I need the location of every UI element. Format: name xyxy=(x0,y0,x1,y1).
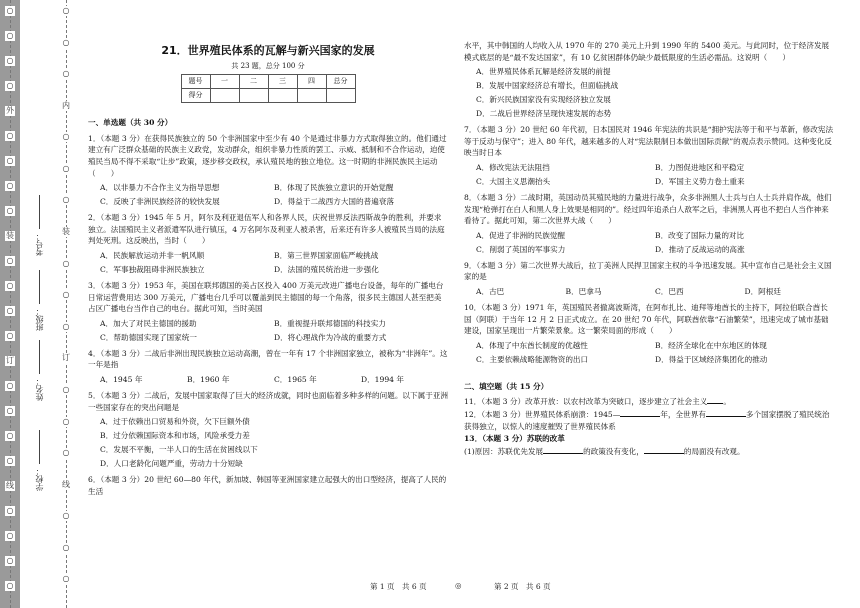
seal-char: 订 xyxy=(6,356,14,365)
option[interactable]: D．阿根廷 xyxy=(744,286,781,296)
left-page xyxy=(88,40,448,498)
seal-circle-mark: ○ xyxy=(6,31,14,40)
seal-circle-mark: ○ xyxy=(62,574,70,584)
score-cell: 三 xyxy=(268,75,297,89)
seal-char: 线 xyxy=(6,481,14,490)
option[interactable]: D．法国的殖民统治进一步强化 xyxy=(274,264,379,274)
page-number-left: 第 1 页 共 6 页 xyxy=(370,582,427,591)
option[interactable]: D．1994 年 xyxy=(361,374,405,384)
name-label: 姓名： xyxy=(35,377,44,401)
seal-char: 线 xyxy=(62,479,70,489)
page-title: 21．世界殖民体系的瓦解与新兴国家的发展 xyxy=(161,44,375,57)
seal-circle-mark: ○ xyxy=(62,6,70,15)
question-13-part-1 xyxy=(464,446,834,458)
question-9-options xyxy=(464,285,834,299)
page-number-right: 第 2 页 共 6 页 xyxy=(494,582,551,591)
option[interactable]: A．体现了中东酋长制度的优越性 xyxy=(476,340,588,350)
seal-circle-mark: ○ xyxy=(62,511,70,521)
name-field[interactable] xyxy=(34,340,45,401)
score-cell: 二 xyxy=(239,75,268,89)
question-6-continued: 水平，其中韩国的人均收入从 1970 年的 270 美元上升到 1990 年的 5400 美元。与此同时，位于经济发展模式底层的是“最不发达国家”，有 10 亿贫困群体仍缺少最低限度的生活必需品。这说明（ ） xyxy=(464,41,830,62)
seal-circle-mark: ○ xyxy=(6,456,14,465)
seal-circle-mark: ○ xyxy=(62,542,70,552)
seal-circle-mark: ○ xyxy=(62,69,70,79)
option[interactable]: C．反映了非洲民族经济的较快发展 xyxy=(100,197,220,207)
question-7: 7．（本题 3 分）20 世纪 60 年代初，日本国民对 1946 年宪法的共识是“拥护宪法等于和平与革新，修改宪法等于反动与保守”；进入 80 年代，越来越多的人对“宪法限制日本做出国际贡献”的观点表示赞同。这种变化反映当时日本 xyxy=(464,125,834,158)
class-field[interactable] xyxy=(34,270,45,331)
question-7-options xyxy=(464,161,834,189)
seal-circle-mark: ○ xyxy=(6,406,14,415)
option[interactable]: D．推动了反战运动的高涨 xyxy=(655,244,745,254)
question-5-options xyxy=(88,415,448,471)
option[interactable]: C．主要依赖战略能源物资的出口 xyxy=(476,354,589,364)
option[interactable]: D．得益于区域经济集团化的推动 xyxy=(655,354,768,364)
option[interactable]: B．经济全球化在中东地区的体现 xyxy=(655,340,767,350)
seal-circle-mark: ○ xyxy=(6,256,14,265)
seal-circle-mark: ○ xyxy=(6,531,14,540)
seal-circle-mark: ○ xyxy=(6,6,14,15)
seal-circle-mark: ○ xyxy=(62,132,70,142)
option[interactable]: C．1965 年 xyxy=(274,374,317,384)
score-input-cell[interactable] xyxy=(268,89,297,103)
question-12-text: 年，全世界有 xyxy=(660,409,706,419)
option[interactable]: B．体现了民族独立意识的开始觉醒 xyxy=(274,183,394,193)
seal-circle-mark: ○ xyxy=(6,381,14,390)
option[interactable]: B．重视提升联邦德国的科技实力 xyxy=(274,318,386,328)
question-3: 3．（本题 3 分）1953 年，美国在联邦德国的美占区投入 400 万美元改进广播电台设备，每年的广播电台日常运营费用达 300 万美元，广播电台几乎可以覆盖到民主德国的每一个角落，很多民主德国人甚至把美占区广播电台当作自己的电台。据此可知，当时美国 xyxy=(88,280,444,314)
exam-number-label: 考号： xyxy=(35,232,44,256)
seal-circle-mark: ○ xyxy=(62,37,70,47)
class-label: 班级： xyxy=(35,307,44,331)
seal-char: 订 xyxy=(62,353,70,363)
answer-blank[interactable] xyxy=(707,403,723,404)
option[interactable]: C．大国主义思潮抬头 xyxy=(476,176,551,186)
page-divider-mark: ◎ xyxy=(455,581,462,590)
score-cell: 题号 xyxy=(181,75,210,89)
option[interactable]: A．修改宪法无法阻挡 xyxy=(476,162,550,172)
option[interactable]: C．军事独裁阻碍非洲民族独立 xyxy=(100,264,205,274)
option[interactable]: A．古巴 xyxy=(476,286,505,296)
option[interactable]: A．过于依赖出口贸易和外资，欠下巨额外债 xyxy=(100,417,250,427)
question-9: 9．（本题 3 分）第二次世界大战后，拉丁美洲人民捍卫国家主权的斗争迅速发展。其中宣布自己是社会主义国家的是 xyxy=(464,260,832,282)
school-label: 学校： xyxy=(35,467,44,491)
seal-circle-mark: ○ xyxy=(6,206,14,215)
score-input-cell[interactable] xyxy=(297,89,326,103)
question-4-options xyxy=(88,373,448,387)
seal-circle-mark: ○ xyxy=(62,258,70,268)
option[interactable]: D．军国主义势力卷土重来 xyxy=(655,176,745,186)
seal-circle-mark: ○ xyxy=(62,448,70,458)
question-12 xyxy=(464,409,834,432)
question-10-options xyxy=(464,339,834,367)
seal-circle-mark: ○ xyxy=(6,556,14,565)
question-5: 5．（本题 3 分）二战后，发展中国家取得了巨大的经济成就，同时也面临着多种多样的问题。以下属于亚洲一些国家存在的突出问题是 xyxy=(88,390,448,412)
score-cell: 总分 xyxy=(326,75,355,89)
score-table-score-row xyxy=(181,89,355,103)
seal-char: 装 xyxy=(6,231,14,240)
seal-circle-mark: ○ xyxy=(62,384,70,394)
option[interactable]: A．民族解放运动并非一帆风顺 xyxy=(100,250,205,260)
option[interactable]: A．以非暴力不合作主义为指导思想 xyxy=(100,183,220,193)
option[interactable]: D．人口老龄化问题严重，劳动力十分短缺 xyxy=(100,459,243,469)
score-input-cell[interactable] xyxy=(239,89,268,103)
option[interactable]: A．促进了非洲的民族觉醒 xyxy=(476,230,566,240)
seal-char: 外 xyxy=(6,106,14,115)
option[interactable]: B．过分依赖国际资本和市场，风险承受力差 xyxy=(100,431,250,441)
question-2: 2．（本题 3 分）1945 年 5 月，阿尔及利亚退伍军人和各界人民，庆祝世界反法西斯战争的胜利，并要求独立。法国殖民主义者派遣军队进行镇压，4 万名阿尔及利亚人被杀害，后来还有许多人被殖民当局的法庭判处死刑。这反映出，当时（ ） xyxy=(88,213,445,246)
option[interactable]: B．巴拿马 xyxy=(565,286,602,296)
question-12-text: 多个国家摆脱了殖民统治获得独立，以惊人的速度摧毁了世界殖民体系 xyxy=(464,409,830,431)
seal-circle-mark: ○ xyxy=(6,281,14,290)
score-table-header-row xyxy=(181,75,355,89)
school-field[interactable] xyxy=(34,430,45,491)
seal-circle-mark: ○ xyxy=(6,131,14,140)
score-cell: 四 xyxy=(297,75,326,89)
option[interactable]: A．加大了对民主德国的援助 xyxy=(100,318,197,328)
option[interactable]: C．削弱了英国的军事实力 xyxy=(476,244,566,254)
question-11 xyxy=(464,396,834,408)
score-cell: 一 xyxy=(210,75,239,89)
answer-blank[interactable] xyxy=(706,416,746,417)
exam-subtitle: 共 23 题，总分 100 分 xyxy=(231,61,305,70)
option[interactable]: C．帮助德国实现了国家统一 xyxy=(100,332,197,342)
question-1-options xyxy=(88,181,448,209)
seal-circle-mark: ○ xyxy=(6,306,14,315)
question-13-text: 的政策没有变化， xyxy=(583,446,644,456)
question-6: 6．（本题 3 分）20 世纪 60—80 年代，新加坡、韩国等亚洲国家建立起强大的出口型经济，提高了人民的生活 xyxy=(88,475,447,496)
question-6-options xyxy=(464,65,834,121)
question-8: 8．（本题 3 分）二战时期，英国动员其殖民地的力量进行战争，众多非洲黑人士兵与白人士兵并肩作战，他们发现“枪弹打在白人和黑人身上效果是相同的”。经过四年追杀白人敌军之后，非洲黑人再也不把白人当作神来看待了。据此可知，第二次世界大战（ ） xyxy=(464,192,832,226)
seal-circle-mark: ○ xyxy=(62,321,70,331)
score-input-cell[interactable] xyxy=(326,89,355,103)
section-heading: 一、单选题（共 30 分） xyxy=(88,118,173,128)
seal-circle-mark: ○ xyxy=(62,416,70,426)
score-input-cell[interactable] xyxy=(210,89,239,103)
seal-circle-mark: ○ xyxy=(6,181,14,190)
exam-number-field[interactable] xyxy=(34,195,45,256)
question-4: 4．（本题 3 分）二战后非洲出现民族独立运动高潮，曾在一年有 17 个非洲国家独立，被称为“非洲年”。这一年是指 xyxy=(88,348,448,370)
option[interactable]: D．得益于二战西方大国的普遍衰落 xyxy=(274,197,394,207)
question-13: 13．（本题 3 分）苏联的改革 xyxy=(464,434,565,444)
seal-circle-mark: ○ xyxy=(6,56,14,65)
seal-circle-mark: ○ xyxy=(6,581,14,590)
right-page xyxy=(464,40,834,458)
seal-circle-mark: ○ xyxy=(62,195,70,205)
seal-circle-mark: ○ xyxy=(6,331,14,340)
seal-circle-mark: ○ xyxy=(6,156,14,165)
seal-char: 内 xyxy=(62,100,70,110)
option[interactable]: D．将心理战作为冷战的重要方式 xyxy=(274,332,387,342)
score-table xyxy=(181,74,356,103)
seal-circle-mark: ○ xyxy=(6,431,14,440)
question-13-text: 的局面没有改观。 xyxy=(683,446,745,456)
question-1: 1．（本题 3 分）在获得民族独立的 50 个非洲国家中至少有 40 个是通过非暴力方式取得独立的。他们通过建立有广泛群众基础的民族主义政党，发动群众，组织非暴力性质的罢工、示威、抵制和不合作运动，迫使殖民当局不得不采取“让步”政策，逐步移交政权，承认殖民地的独立地位。这一时期的非洲民族民主运动（ ） xyxy=(88,133,447,178)
question-3-options xyxy=(88,317,448,345)
option[interactable]: B．改变了国际力量的对比 xyxy=(655,230,745,240)
question-2-options xyxy=(88,249,448,277)
seal-circle-mark: ○ xyxy=(62,163,70,173)
option[interactable]: D．二战后世界经济呈现快速发展的态势 xyxy=(476,109,612,119)
option[interactable]: B．力图促进地区和平稳定 xyxy=(655,162,745,172)
answer-blank[interactable] xyxy=(644,453,684,454)
section-heading: 二、填空题（共 15 分） xyxy=(464,381,549,391)
seal-circle-mark: ○ xyxy=(6,81,14,90)
question-8-options xyxy=(464,229,834,257)
score-cell: 得分 xyxy=(181,89,210,103)
option[interactable]: A．1945 年 xyxy=(100,374,143,384)
answer-blank[interactable] xyxy=(543,453,583,454)
option[interactable]: A．世界殖民体系瓦解是经济发展的前提 xyxy=(476,67,611,77)
seal-circle-mark: ○ xyxy=(6,506,14,515)
seal-char: 装 xyxy=(62,227,70,237)
option[interactable]: C．发展不平衡，一半人口的生活在贫困线以下 xyxy=(100,445,258,455)
option[interactable]: C．巴西 xyxy=(655,286,684,296)
question-12-text: 12．（本题 3 分）世界殖民体系崩溃：1945— xyxy=(464,409,621,419)
answer-blank[interactable] xyxy=(620,416,660,417)
option[interactable]: B．第三世界国家面临严峻挑战 xyxy=(274,250,379,260)
outer-seal-line xyxy=(10,0,11,608)
question-11-end: 。 xyxy=(723,397,731,407)
option[interactable]: C．新兴民族国家没有实现经济独立发展 xyxy=(476,95,611,105)
question-13-text: (1)原因：苏联优先发展 xyxy=(464,446,544,456)
option[interactable]: B．发展中国家经济总有增长，但面临挑战 xyxy=(476,81,619,91)
question-11-text: 11．（本题 3 分）改革开放：以农村改革为突破口，逐步建立了社会主义 xyxy=(464,397,708,407)
question-10: 10．（本题 3 分）1971 年，英国殖民者撤离波斯湾，在阿布扎比、迪拜等地酋长的主持下，阿拉伯联合酋长国（阿联）于当年 12 月 2 日正式成立。在 20 世纪 70 年代，阿联酋依靠“石油繁荣”，迅速完成了城市基础建设，国家呈现出一片繁荣景象。这一繁荣局面的形成（ ） xyxy=(464,302,829,336)
seal-circle-mark: ○ xyxy=(62,290,70,300)
option[interactable]: B．1960 年 xyxy=(187,374,230,384)
